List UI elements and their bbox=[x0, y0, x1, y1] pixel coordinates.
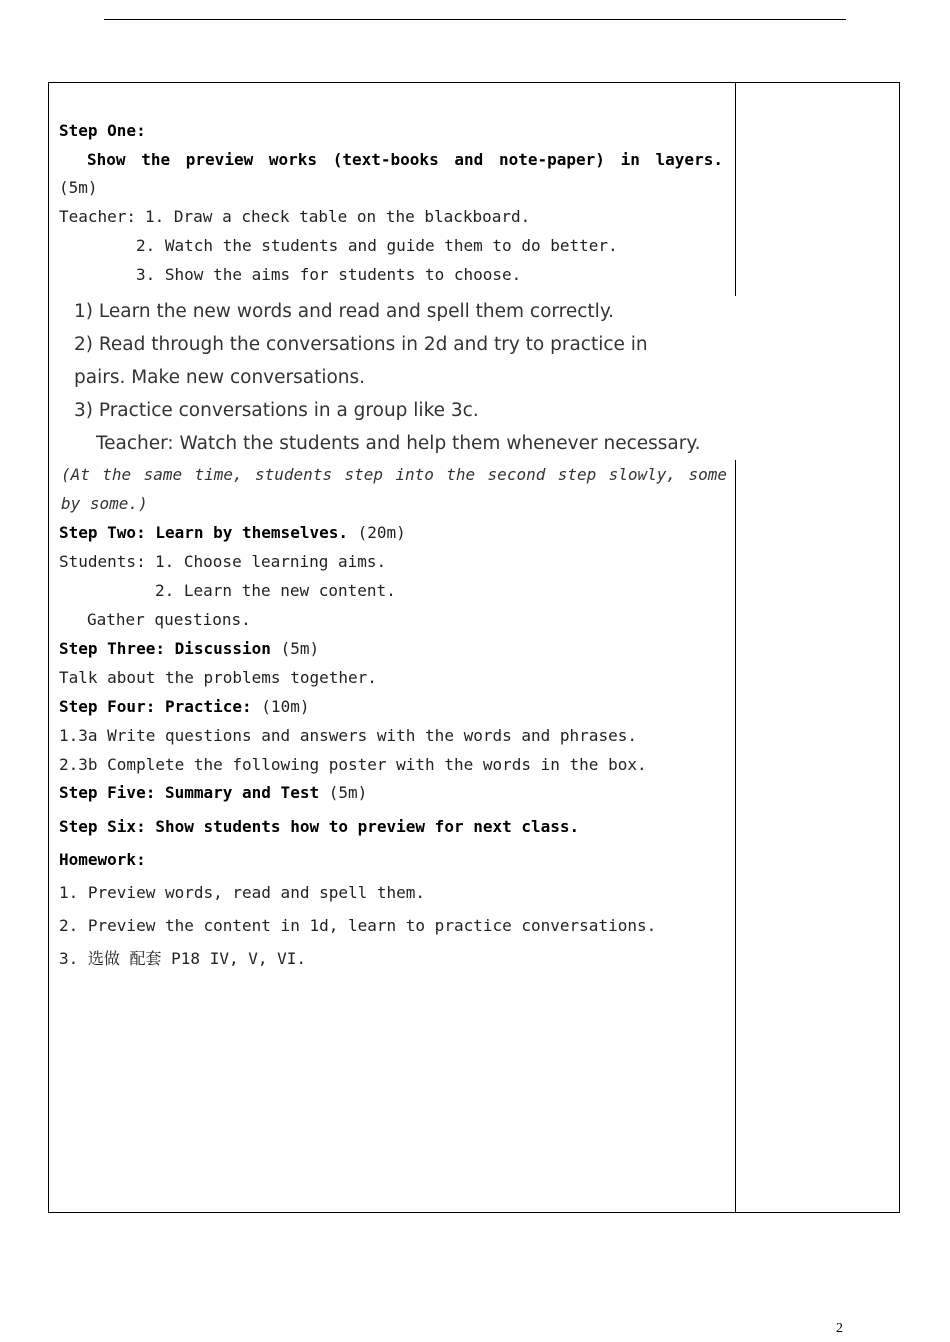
step-one-heading: Step One: bbox=[59, 121, 146, 140]
word: preview bbox=[185, 150, 254, 169]
word: the bbox=[446, 465, 476, 484]
aim-item: 2) Read through the conversations in 2d and try to practice in bbox=[74, 334, 648, 355]
teacher-item: 3. Show the aims for students to choose. bbox=[136, 265, 522, 284]
teacher-item: 1. Draw a check table on the blackboard. bbox=[145, 207, 531, 226]
word: (At bbox=[61, 465, 90, 484]
step-three-text: Talk about the problems together. bbox=[59, 668, 377, 687]
note-line bbox=[61, 464, 727, 486]
step-three-heading: Step Three: Discussion (5m) bbox=[59, 639, 320, 658]
aims-teacher-note: Teacher: Watch the students and help them whenever necessary. bbox=[96, 433, 701, 454]
step-five-heading: Step Five: Summary and Test (5m) bbox=[59, 783, 368, 802]
homework-item: 3. 选做 配套 P18 IV, V, VI. bbox=[59, 949, 307, 968]
gather-questions: Gather questions. bbox=[87, 610, 251, 629]
aim-item: 3) Practice conversations in a group like 3c. bbox=[74, 400, 479, 421]
step-two-heading: Step Two: Learn by themselves. (20m) bbox=[59, 523, 406, 542]
word: (text-books bbox=[332, 150, 439, 169]
word: Show bbox=[87, 150, 126, 169]
word: and bbox=[454, 150, 484, 169]
step-four-heading: Step Four: Practice: (10m) bbox=[59, 697, 310, 716]
homework-heading: Homework: bbox=[59, 850, 146, 869]
word: step bbox=[344, 465, 383, 484]
word: works bbox=[268, 150, 318, 169]
students-item: 2. Learn the new content. bbox=[155, 581, 396, 600]
step-one-show-line bbox=[87, 149, 723, 171]
teacher-label: Teacher: bbox=[59, 207, 137, 226]
teacher-item: 2. Watch the students and guide them to do better. bbox=[136, 236, 618, 255]
table-column-divider bbox=[735, 82, 736, 1213]
word: step bbox=[557, 465, 597, 484]
step-four-item: 2.3b Complete the following poster with the words in the box. bbox=[59, 755, 647, 774]
word: the bbox=[141, 150, 171, 169]
word: students bbox=[255, 465, 333, 484]
word: time, bbox=[194, 465, 243, 484]
homework-item: 2. Preview the content in 1d, learn to practice conversations. bbox=[59, 916, 657, 935]
word: slowly, bbox=[608, 465, 677, 484]
students-label: Students: bbox=[59, 552, 146, 571]
word: layers. bbox=[655, 150, 723, 169]
word: note-paper) bbox=[498, 150, 605, 169]
word: some bbox=[688, 465, 727, 484]
word: second bbox=[487, 465, 546, 484]
note-line: by some.) bbox=[61, 494, 148, 513]
word: same bbox=[143, 465, 183, 484]
step-one-time: (5m) bbox=[59, 178, 98, 197]
aim-item: 1) Learn the new words and read and spell them correctly. bbox=[74, 301, 615, 322]
header-rule bbox=[104, 19, 846, 20]
aims-image-block bbox=[59, 296, 737, 460]
step-six-heading: Step Six: Show students how to preview for next class. bbox=[59, 817, 580, 836]
page-number: 2 bbox=[836, 1321, 843, 1336]
word: the bbox=[102, 465, 132, 484]
word: into bbox=[395, 465, 434, 484]
homework-item: 1. Preview words, read and spell them. bbox=[59, 883, 426, 902]
step-four-item: 1.3a Write questions and answers with the words and phrases. bbox=[59, 726, 637, 745]
aim-item: pairs. Make new conversations. bbox=[74, 367, 366, 388]
students-item: 1. Choose learning aims. bbox=[155, 552, 387, 571]
word: in bbox=[620, 150, 640, 169]
